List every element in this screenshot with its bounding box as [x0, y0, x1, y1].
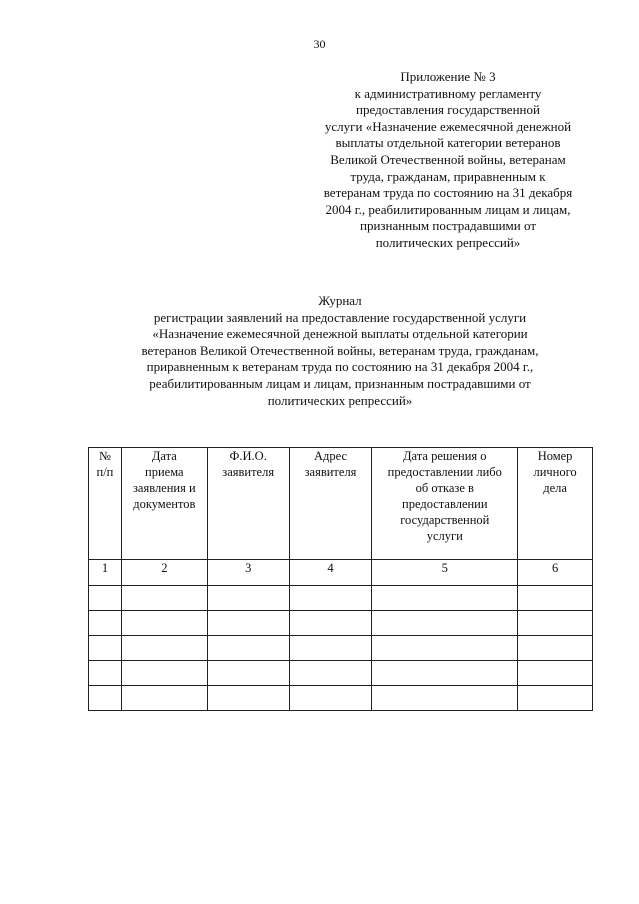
table-cell [372, 686, 518, 711]
journal-line: регистрации заявлений на предоставление государственной услуги [153, 309, 527, 325]
appendix-line: ветеранам труда по состоянию на 31 декабря [323, 185, 573, 201]
header-applicant-name: Ф.И.О. заявителя [207, 448, 289, 560]
table-row [89, 686, 593, 711]
column-number: 6 [518, 560, 593, 586]
appendix-line: труда, гражданам, приравненным к [350, 168, 546, 184]
journal-line: политических репрессий» [267, 392, 413, 408]
journal-line: ветеранов Великой Отечественной войны, ветеранам труда, гражданам, [141, 342, 539, 358]
table-cell [121, 611, 207, 636]
journal-line: «Назначение ежемесячной денежной выплаты отдельной категории [152, 326, 528, 342]
table-row [89, 611, 593, 636]
table-cell [89, 611, 122, 636]
table-cell [121, 636, 207, 661]
column-number-row [89, 560, 593, 586]
column-number: 4 [289, 560, 372, 586]
table-cell [121, 661, 207, 686]
appendix-line: Великой Отечественной войны, ветеранам [330, 151, 566, 167]
column-number: 3 [207, 560, 289, 586]
appendix-line: к административному регламенту [354, 85, 542, 101]
table-cell [289, 586, 372, 611]
header-number: № п/п [89, 448, 122, 560]
header-file-number: Номер личного дела [518, 448, 593, 560]
table-row [89, 586, 593, 611]
table-cell [372, 636, 518, 661]
table-cell [289, 661, 372, 686]
header-applicant-address: Адрес заявителя [289, 448, 372, 560]
table-cell [207, 661, 289, 686]
registration-table [88, 447, 593, 711]
table-cell [372, 586, 518, 611]
table-cell [518, 636, 593, 661]
table-row [89, 636, 593, 661]
column-number: 1 [89, 560, 122, 586]
table-cell [207, 611, 289, 636]
journal-line: реабилитированным лицам и лицам, признанным пострадавшими от [149, 375, 531, 391]
table-cell [372, 611, 518, 636]
appendix-line: 2004 г., реабилитированным лицам и лицам, [325, 201, 571, 217]
appendix-line: политических репрессий» [375, 234, 521, 250]
table-cell [89, 686, 122, 711]
appendix-line: признанным пострадавшими от [360, 218, 536, 234]
table-cell [207, 586, 289, 611]
header-decision-date: Дата решения о предоставлении либо об отказе в предоставлении государственной услуги [372, 448, 518, 560]
table-cell [518, 586, 593, 611]
table-cell [89, 636, 122, 661]
table-cell [89, 586, 122, 611]
journal-heading [90, 293, 590, 409]
table-cell [289, 686, 372, 711]
appendix-line: предоставления государственной [356, 102, 540, 118]
table-cell [121, 686, 207, 711]
table-row [89, 661, 593, 686]
table-header-row [89, 448, 593, 560]
appendix-line: Приложение № 3 [400, 69, 496, 84]
table-cell [289, 636, 372, 661]
table-cell [518, 686, 593, 711]
table-cell [372, 661, 518, 686]
table-cell [518, 611, 593, 636]
table-cell [518, 661, 593, 686]
appendix-line: услуги «Назначение ежемесячной денежной [324, 118, 572, 134]
journal-line: приравненным к ветеранам труда по состоянию на 31 декабря 2004 г., [146, 359, 534, 375]
appendix-line: выплаты отдельной категории ветеранов [335, 135, 561, 151]
journal-title: Журнал [318, 293, 362, 308]
column-number: 5 [372, 560, 518, 586]
table-cell [289, 611, 372, 636]
table-cell [89, 661, 122, 686]
appendix-note [298, 69, 598, 252]
column-number: 2 [121, 560, 207, 586]
table-cell [207, 636, 289, 661]
page-number: 30 [313, 37, 326, 51]
table-cell [121, 586, 207, 611]
table-cell [207, 686, 289, 711]
header-date-received: Дата приема заявления и документов [121, 448, 207, 560]
